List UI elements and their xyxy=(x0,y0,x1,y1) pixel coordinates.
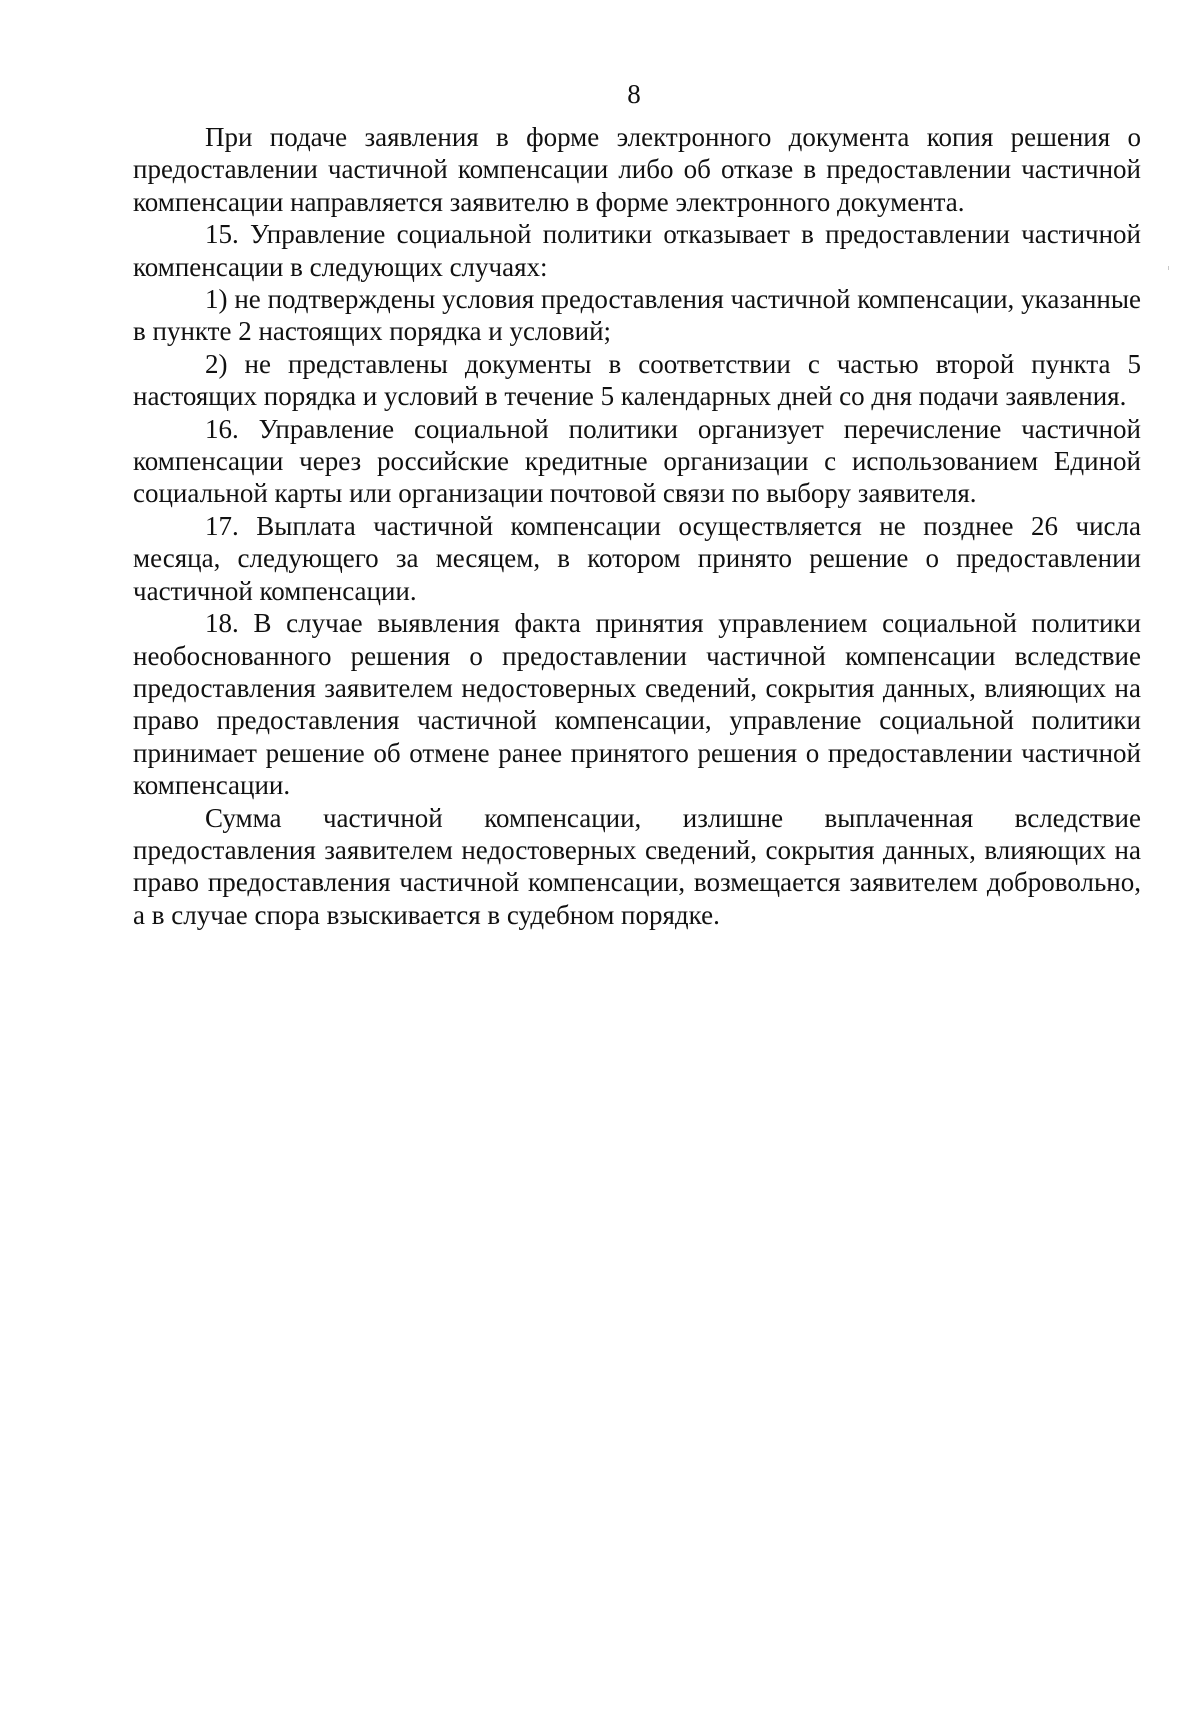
paragraph-15-refusal: 15. Управление социальной политики отказывает в предоставлении частичной компенсации в следующих случаях: xyxy=(133,219,1141,282)
paragraph-18-unfounded-decision: 18. В случае выявления факта принятия управлением социальной политики необоснованного решения о предоставлении частичной компенсации вследствие предоставления заявителем недостоверных сведений, сокрытия данных, влияющих на право предоставления частичной компенсации, управление социальной политики принимает решение об отмене ранее принятого решения о предоставлении частичной компенсации. xyxy=(133,608,1141,801)
list-item-1: 1) не подтверждены условия предоставления частичной компенсации, указанные в пункте 2 настоящих порядка и условий; xyxy=(133,284,1141,347)
list-item-2: 2) не представлены документы в соответствии с частью второй пункта 5 настоящих порядка и условий в течение 5 календарных дней со дня подачи заявления. xyxy=(133,348,1141,412)
page-number: 8 xyxy=(627,79,641,109)
paragraph-overpayment-refund: Сумма частичной компенсации, излишне выплаченная вследствие предоставления заявителем недостоверных сведений, сокрытия данных, влияющих на право предоставления частичной компенсации, возмещается заявителем добровольно, а в случае спора взыскивается в судебном порядке. xyxy=(133,802,1141,930)
scan-artifact xyxy=(1168,266,1169,270)
document-body xyxy=(133,121,1141,931)
paragraph-16-payment-transfer: 16. Управление социальной политики организует перечисление частичной компенсации через российские кредитные организации с использованием Единой социальной карты или организации почтовой связи по выбору заявителя. xyxy=(133,413,1141,509)
paragraph-electronic-copy: При подаче заявления в форме электронного документа копия решения о предоставлении частичной компенсации либо об отказе в предоставлении частичной компенсации направляется заявителю в форме электронного документа. xyxy=(133,122,1141,217)
paragraph-17-payment-deadline: 17. Выплата частичной компенсации осуществляется не позднее 26 числа месяца, следующего за месяцем, в котором принято решение о предоставлении частичной компенсации. xyxy=(133,510,1141,606)
